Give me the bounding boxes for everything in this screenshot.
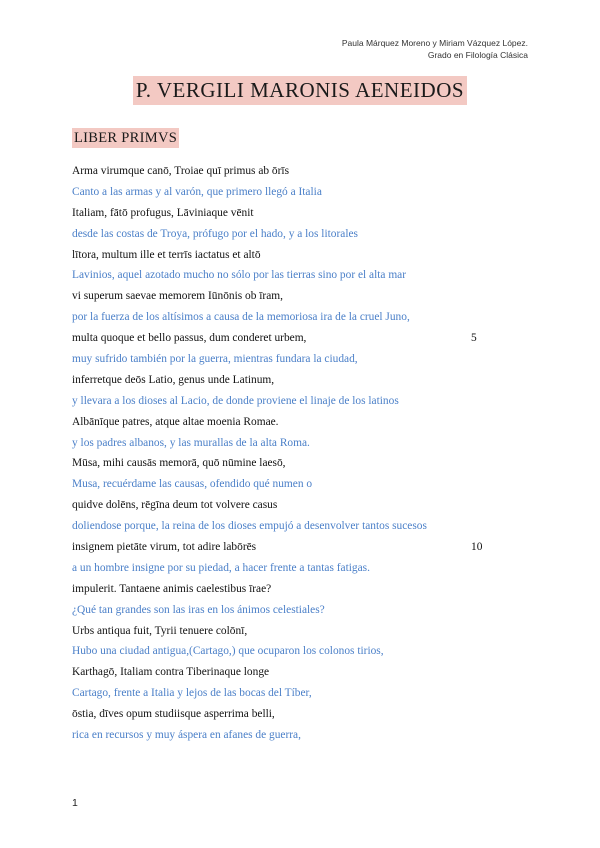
latin-verse-line (72, 579, 492, 600)
line-text: Urbs antiqua fuit, Tyrii tenuere colōnī, (72, 624, 248, 637)
spanish-translation-line (72, 224, 492, 245)
spanish-translation-line (72, 474, 492, 495)
spanish-translation-line (72, 265, 492, 286)
spanish-translation-line (72, 182, 492, 203)
latin-verse-line (72, 453, 492, 474)
latin-verse-line (72, 495, 492, 516)
line-text: doliendose porque, la reina de los dioses empujó a desenvolver tantos sucesos (72, 520, 427, 533)
verse-number: 10 (471, 541, 483, 554)
latin-verse-line (72, 412, 492, 433)
verse-number: 5 (471, 332, 477, 345)
latin-verse-line (72, 704, 492, 725)
line-text: Cartago, frente a Italia y lejos de las bocas del Tíber, (72, 687, 312, 700)
line-text: Hubo una ciudad antigua,(Cartago,) que ocuparon los colonos tirios, (72, 645, 384, 658)
latin-verse-line (72, 370, 492, 391)
line-text: Musa, recuérdame las causas, ofendido qué numen o (72, 478, 313, 491)
page-number: 1 (72, 797, 78, 809)
spanish-translation-line (72, 307, 492, 328)
line-text: Lavinios, aquel azotado mucho no sólo por las tierras sino por el alta mar (72, 269, 407, 282)
line-text: Arma virumque canō, Troiae quī primus ab ōrīs (72, 165, 290, 177)
line-text: Albānīque patres, atque altae moenia Romae. (72, 415, 279, 428)
spanish-translation-line (72, 725, 492, 746)
page-header (342, 37, 528, 61)
line-text: Mūsa, mihi causās memorā, quō nūmine laesō, (72, 457, 286, 470)
spanish-translation-line (72, 433, 492, 454)
line-text: quidve dolēns, rēgīna deum tot volvere casus (72, 499, 278, 512)
line-text: rica en recursos y muy áspera en afanes de guerra, (72, 729, 301, 742)
document-title: P. VERGILI MARONIS AENEIDOS (133, 76, 467, 105)
header-authors: Paula Márquez Moreno y Miriam Vázquez López. (341, 38, 528, 48)
line-text: ōstia, dīves opum studiisque asperrima belli, (72, 708, 275, 721)
line-text: multa quoque et bello passus, dum conderet urbem, (72, 332, 307, 345)
line-text: Italiam, fātō profugus, Lāviniaque vēnit (72, 206, 254, 219)
latin-verse-line (72, 245, 492, 266)
latin-verse-line (72, 286, 492, 307)
latin-verse-line (72, 328, 492, 349)
spanish-translation-line (72, 349, 492, 370)
line-text: ¿Qué tan grandes son las iras en los ánimos celestiales? (72, 603, 325, 616)
line-text: a un hombre insigne por su piedad, a hacer frente a tantas fatigas. (72, 561, 370, 574)
verse-lines (72, 161, 492, 746)
line-text: Karthagō, Italiam contra Tiberinaque longe (72, 666, 270, 679)
book-heading: LIBER PRIMVS (74, 130, 178, 146)
line-text: inferretque deōs Latio, genus unde Latinum, (72, 373, 275, 386)
line-text: muy sufrido también por la guerra, mientras fundara la ciudad, (72, 353, 358, 366)
line-text: y llevara a los dioses al Lacio, de donde proviene el linaje de los latinos (72, 394, 399, 407)
line-text: por la fuerza de los altísimos a causa de la memoriosa ira de la cruel Juno, (72, 311, 410, 324)
latin-verse-line (72, 662, 492, 683)
latin-verse-line (72, 161, 492, 182)
spanish-translation-line (72, 516, 492, 537)
latin-verse-line (72, 537, 492, 558)
line-text: y los padres albanos, y las murallas de la alta Roma. (72, 436, 310, 449)
line-text: insignem pietāte virum, tot adire labōrēs (72, 541, 257, 554)
latin-verse-line (72, 203, 492, 224)
line-text: impulerit. Tantaene animis caelestibus īrae? (72, 582, 272, 595)
spanish-translation-line (72, 558, 492, 579)
spanish-translation-line (72, 391, 492, 412)
line-text: desde las costas de Troya, prófugo por el hado, y a los litorales (72, 227, 358, 240)
line-text: vi superum saevae memorem Iūnōnis ob īram, (72, 290, 283, 303)
line-text: Canto a las armas y al varón, que primero llegó a Italia (72, 185, 322, 198)
latin-verse-line (72, 621, 492, 642)
header-degree: Grado en Filología Clásica (427, 50, 528, 60)
spanish-translation-line (72, 641, 492, 662)
line-text: lītora, multum ille et terrīs iactatus et altō (72, 248, 261, 261)
title-container (0, 76, 600, 105)
spanish-translation-line (72, 600, 492, 621)
spanish-translation-line (72, 683, 492, 704)
